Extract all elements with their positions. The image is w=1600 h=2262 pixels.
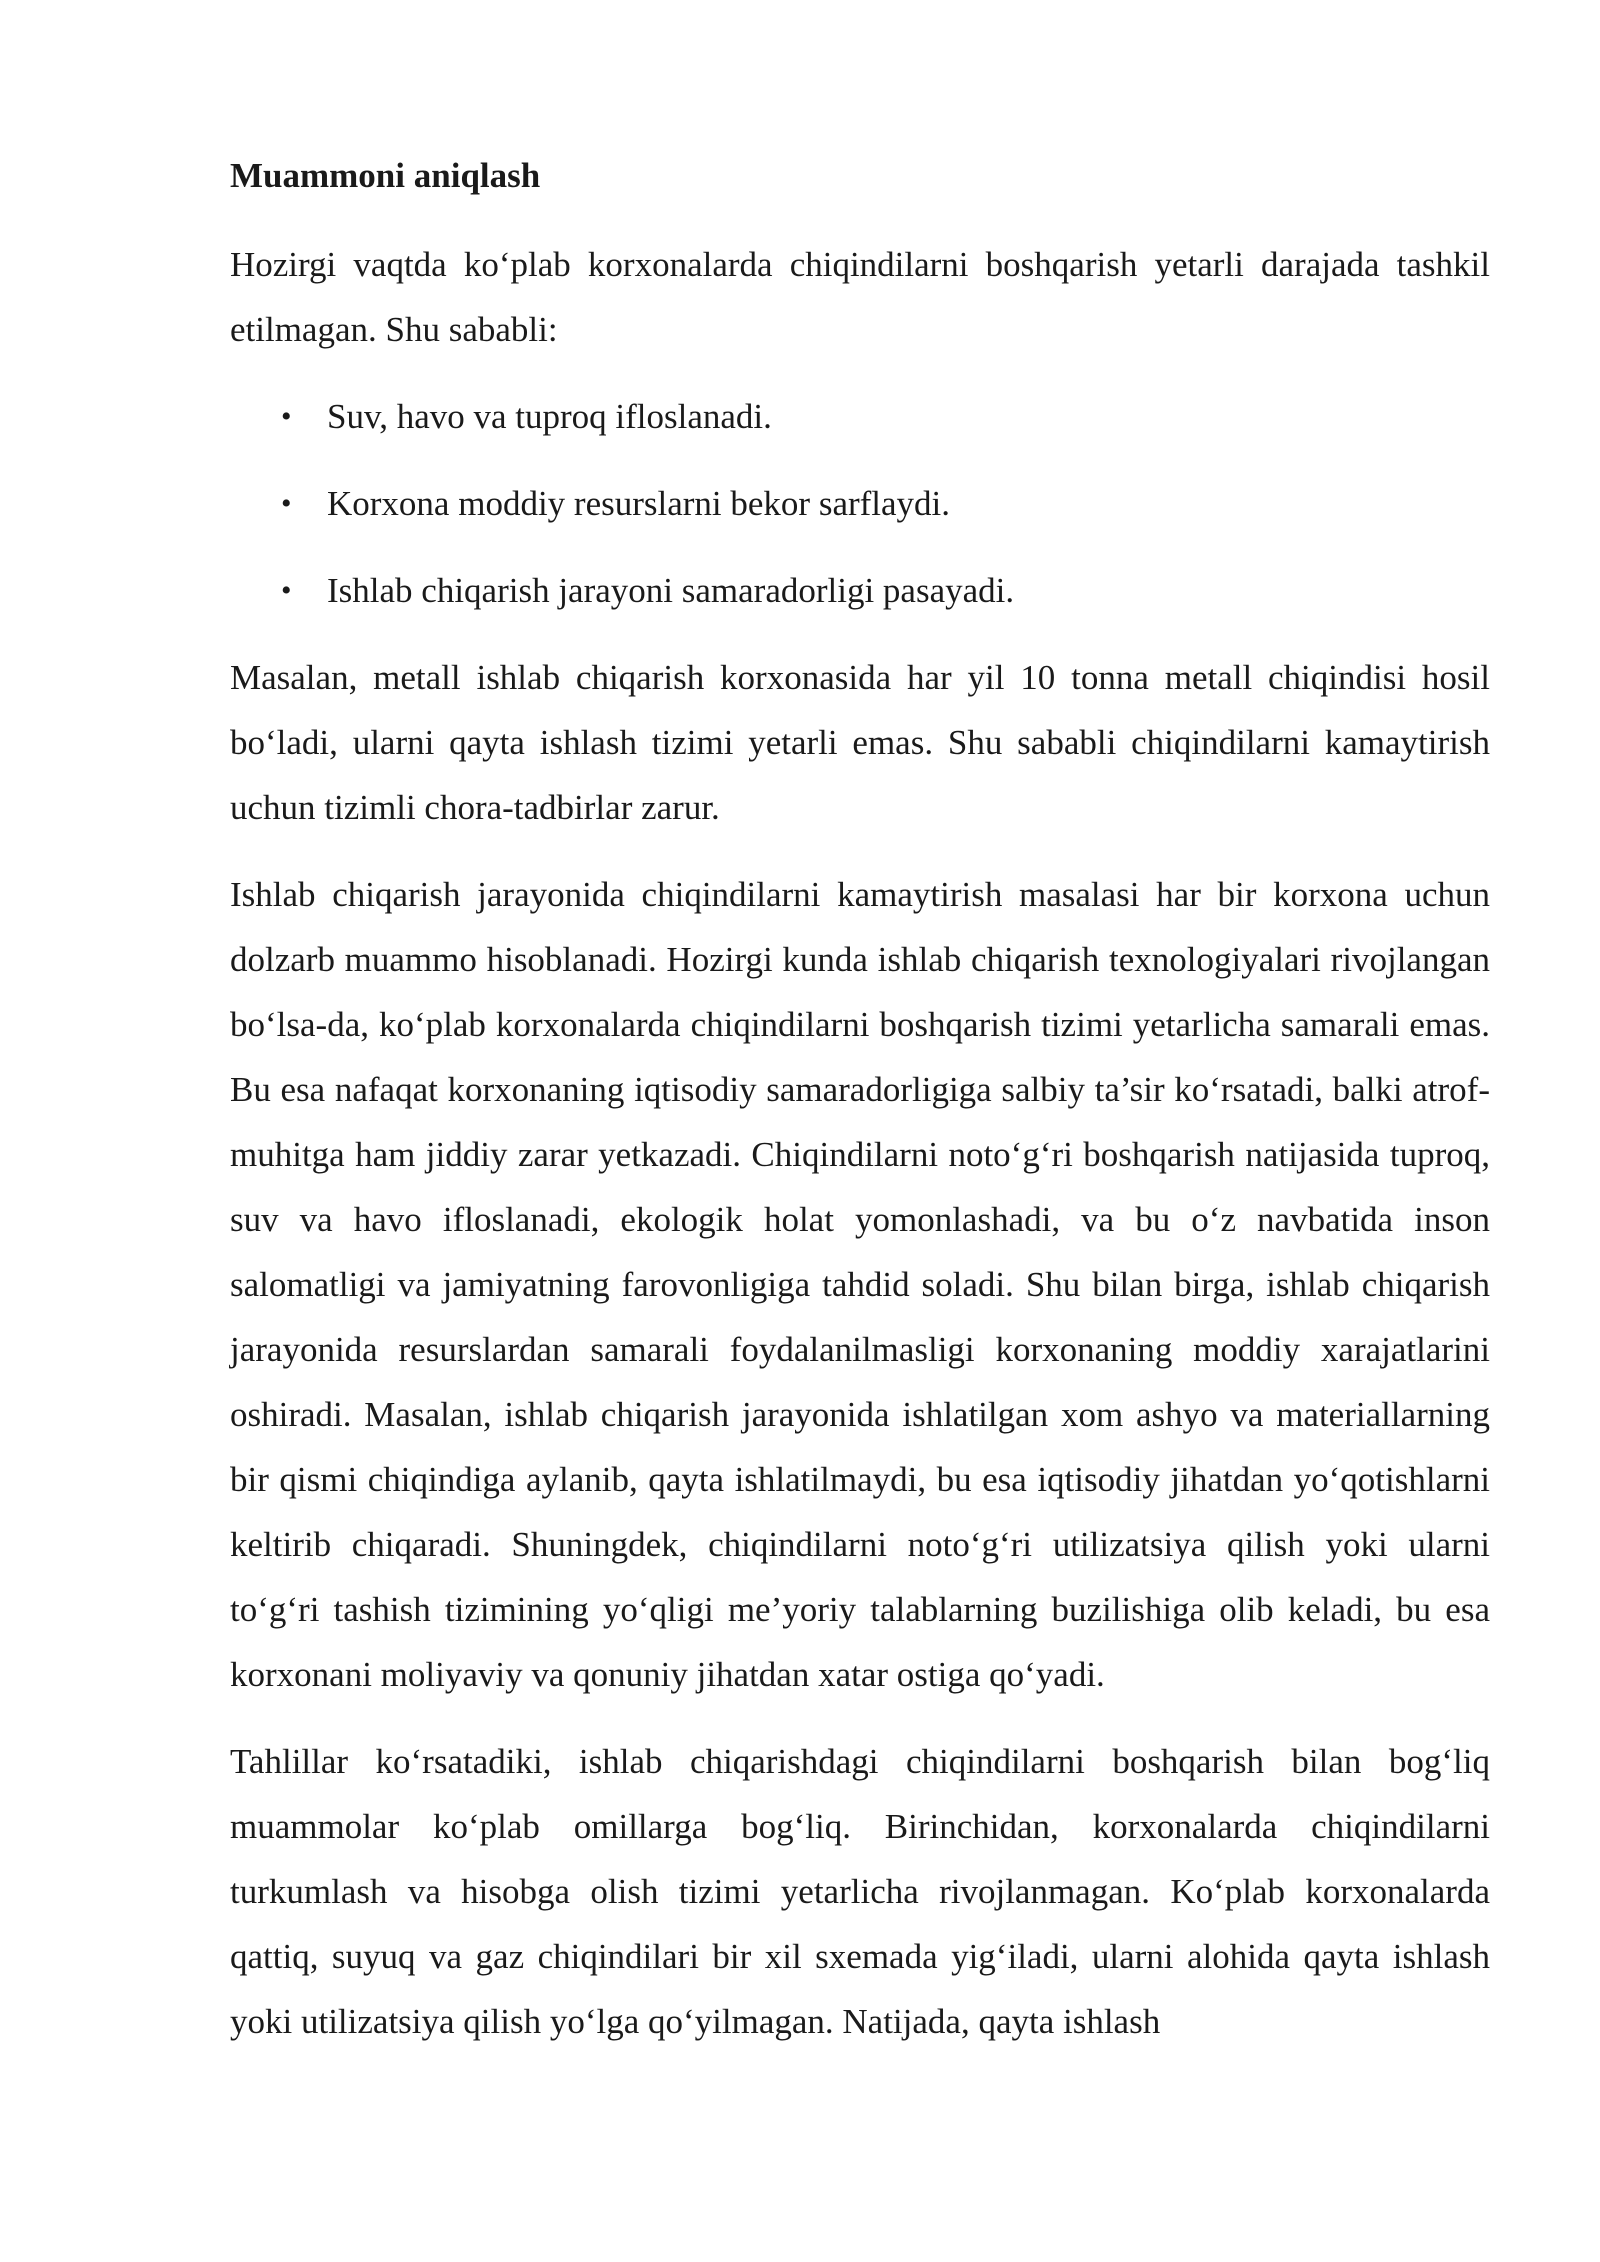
intro-paragraph: Hozirgi vaqtda ko‘plab korxonalarda chiqindilarni boshqarish yetarli darajada tashkil etilmagan. Shu sababli: — [230, 245, 1490, 349]
bullet-text: Suv, havo va tuproq ifloslanadi. — [327, 397, 772, 436]
bullet-icon: • — [281, 400, 292, 433]
analysis-paragraph: Tahlillar ko‘rsatadiki, ishlab chiqarishdagi chiqindilarni boshqarish bilan bog‘liq muammolar ko‘plab omillarga bog‘liq. Birinchidan, korxonalarda chiqindilarni turkumlash va hisobga olish tizimi yetarlicha rivojlanmagan. Ko‘plab korxonalarda qattiq, suyuq va gaz chiqindilari bir xil sxemada yig‘iladi, ularni alohida qayta ishlash yoki utilizatsiya qilish yo‘lga qo‘yilmagan. Natijada, qayta ishlash — [230, 1742, 1490, 2041]
example-paragraph: Masalan, metall ishlab chiqarish korxonasida har yil 10 tonna metall chiqindisi hosil bo‘ladi, ularni qayta ishlash tizimi yetarli emas. Shu sababli chiqindilarni kamaytirish uchun tizimli chora-tadbirlar zarur. — [230, 658, 1490, 827]
bullet-text: Korxona moddiy resurslarni bekor sarflaydi. — [327, 484, 951, 523]
bullet-list — [230, 384, 1490, 623]
section-heading: Muammoni aniqlash — [230, 156, 541, 195]
bullet-text: Ishlab chiqarish jarayoni samaradorligi pasayadi. — [327, 571, 1015, 610]
bullet-item — [230, 471, 1490, 536]
bullet-icon: • — [281, 574, 292, 607]
document-page — [230, 150, 1490, 2076]
body-paragraph: Ishlab chiqarish jarayonida chiqindilarni kamaytirish masalasi har bir korxona uchun dolzarb muammo hisoblanadi. Hozirgi kunda ishlab chiqarish texnologiyalari rivojlangan bo‘lsa-da, ko‘plab korxonalarda chiqindilarni boshqarish tizimi yetarlicha samarali emas. Bu esa nafaqat korxonaning iqtisodiy samaradorligiga salbiy ta’sir ko‘rsatadi, balki atrof-muhitga ham jiddiy zarar yetkazadi. Chiqindilarni noto‘g‘ri boshqarish natijasida tuproq, suv va havo ifloslanadi, ekologik holat yomonlashadi, va bu o‘z navbatida inson salomatligi va jamiyatning farovonligiga tahdid soladi. Shu bilan birga, ishlab chiqarish jarayonida resurslardan samarali foydalanilmasligi korxonaning moddiy xarajatlarini oshiradi. Masalan, ishlab chiqarish jarayonida ishlatilgan xom ashyo va materiallarning bir qismi chiqindiga aylanib, qayta ishlatilmaydi, bu esa iqtisodiy jihatdan yo‘qotishlarni keltirib chiqaradi. Shuningdek, chiqindilarni noto‘g‘ri utilizatsiya qilish yoki ularni to‘g‘ri tashish tizimining yo‘qligi me’yoriy talablarning buzilishiga olib keladi, bu esa korxonani moliyaviy va qonuniy jihatdan xatar ostiga qo‘yadi. — [230, 875, 1490, 1694]
bullet-item — [230, 384, 1490, 449]
bullet-icon: • — [281, 487, 292, 520]
bullet-item — [230, 558, 1490, 623]
